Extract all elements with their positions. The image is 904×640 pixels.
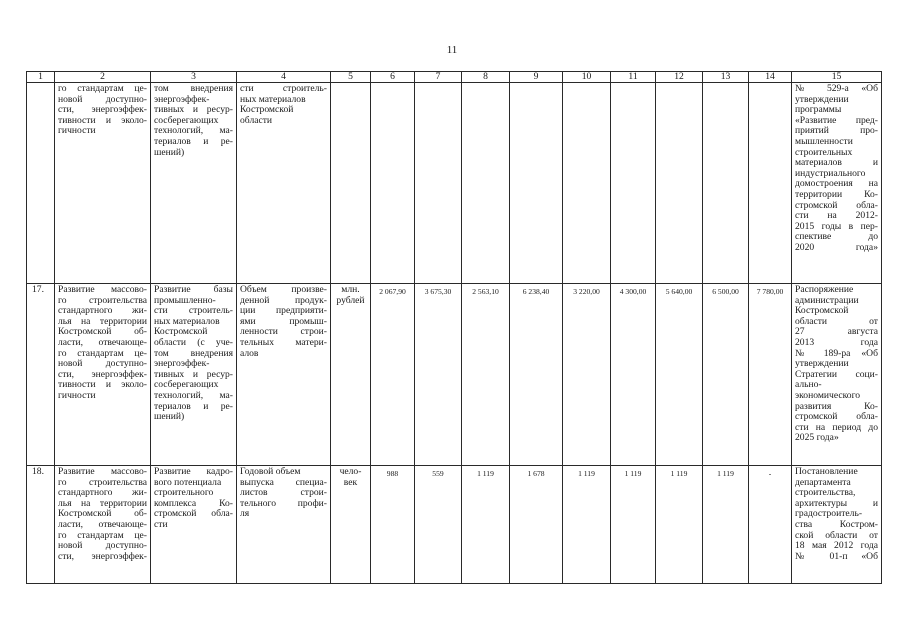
header-cell: 13 (703, 72, 749, 83)
value-cell (656, 83, 703, 284)
indicator-cell: Объем произве- денной продук- ции предприяти- ями промыш- ленности строи- тельных матери- алов (237, 284, 331, 466)
goal-cell: го стандартам це- новой доступно- сти, энергоэффек- тивности и эколо- гичности (55, 83, 151, 284)
num-cell (27, 83, 55, 284)
table-row-17 (27, 284, 882, 466)
value-cell: 1 119 (563, 466, 611, 584)
unit-cell (331, 83, 371, 284)
table-row-18 (27, 466, 882, 584)
value-cell: 7 780,00 (749, 284, 792, 466)
header-cell: 7 (415, 72, 462, 83)
value-cell (415, 83, 462, 284)
value-cell: 988 (371, 466, 415, 584)
page-number: 11 (446, 44, 458, 56)
value-cell: 1 119 (462, 466, 510, 584)
value-cell (611, 83, 656, 284)
row-number: 18. (27, 466, 55, 584)
value-cell: 5 640,00 (656, 284, 703, 466)
header-cell: 15 (792, 72, 882, 83)
value-cell: 2 563,10 (462, 284, 510, 466)
indicator-cell: сти строитель- ных материалов Костромской области (237, 83, 331, 284)
header-cell: 10 (563, 72, 611, 83)
document-cell: № 529-а «Об утверждении программы «Развитие пред- приятий про- мышленности строительных материалов и индустриального домостроения на территории Ко- стромской обла- сти на 2012- 2015 годы в пер- спективе до 2020 года» (792, 83, 882, 284)
header-cell: 9 (510, 72, 563, 83)
task-cell: Развитие базы промышленно- сти строитель- ных материалов Костромской области (с уче- том внедрения энергоэффек- тивных и ресур- сосберегающих технологий, ма- териалов и ре- шений) (151, 284, 237, 466)
value-cell: 1 678 (510, 466, 563, 584)
value-cell: - (749, 466, 792, 584)
value-cell (462, 83, 510, 284)
value-cell: 3 675,30 (415, 284, 462, 466)
row-number: 17. (27, 284, 55, 466)
header-cell: 5 (331, 72, 371, 83)
header-cell: 8 (462, 72, 510, 83)
header-cell: 14 (749, 72, 792, 83)
value-cell: 1 119 (611, 466, 656, 584)
header-cell: 1 (27, 72, 55, 83)
value-cell (703, 83, 749, 284)
value-cell: 6 238,40 (510, 284, 563, 466)
value-cell: 2 067,90 (371, 284, 415, 466)
task-cell: том внедрения энергоэффек- тивных и ресур- сосберегающих технологий, ма- териалов и ре- шений) (151, 83, 237, 284)
indicator-cell: Годовой объем выпуска специа- листов строи- тельного профи- ля (237, 466, 331, 584)
header-cell: 4 (237, 72, 331, 83)
value-cell: 6 500,00 (703, 284, 749, 466)
value-cell: 3 220,00 (563, 284, 611, 466)
header-row (27, 72, 882, 83)
value-cell (371, 83, 415, 284)
value-cell: 1 119 (656, 466, 703, 584)
document-cell: Распоряжение администрации Костромской области от 27 августа 2013 года № 189-ра «Об утверждении Стратегии соци- ально- экономического развития Ко- стромской обла- сти на период до 2025 года» (792, 284, 882, 466)
header-cell: 3 (151, 72, 237, 83)
header-cell: 2 (55, 72, 151, 83)
unit-cell: млн. рублей (331, 284, 371, 466)
header-cell: 11 (611, 72, 656, 83)
value-cell: 1 119 (703, 466, 749, 584)
header-cell: 6 (371, 72, 415, 83)
indicators-table (26, 71, 882, 584)
unit-cell: чело- век (331, 466, 371, 584)
table-row-continuation (27, 83, 882, 284)
task-cell: Развитие кадро- вого потенциала строительного комплекса Ко- стромской обла- сти (151, 466, 237, 584)
goal-cell: Развитие массово- го строительства стандартного жи- лья на территории Костромской об- ласти, отвечающе- го стандартам це- новой доступно- сти, энергоэффек- тивности и эколо- гичности (55, 284, 151, 466)
header-cell: 12 (656, 72, 703, 83)
goal-cell: Развитие массово- го строительства стандартного жи- лья на территории Костромской об- ласти, отвечающе- го стандартам це- новой доступно- сти, энергоэффек- (55, 466, 151, 584)
value-cell (510, 83, 563, 284)
document-cell: Постановление департамента строительства, архитектуры и градостроитель- ства Костром- ской области от 18 мая 2012 года № 01-п «Об (792, 466, 882, 584)
value-cell (749, 83, 792, 284)
value-cell: 559 (415, 466, 462, 584)
value-cell: 4 300,00 (611, 284, 656, 466)
value-cell (563, 83, 611, 284)
